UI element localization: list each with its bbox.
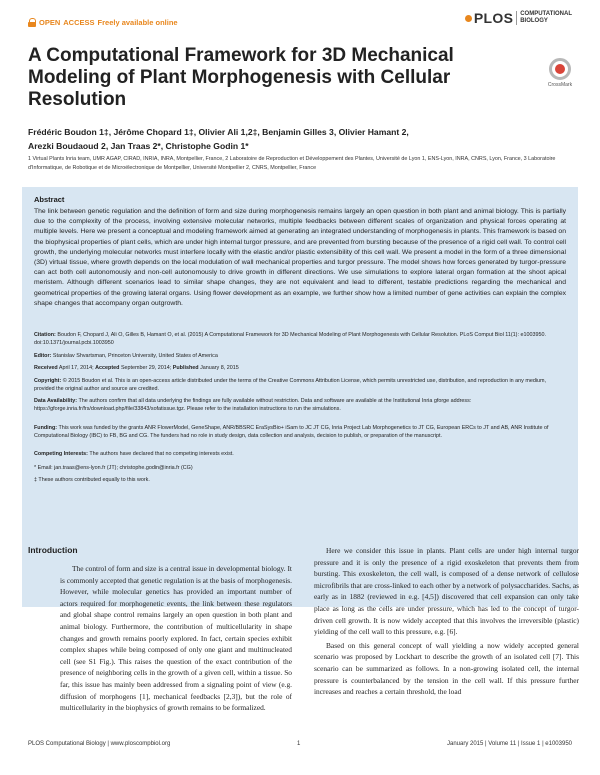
crossmark-label: CrossMark bbox=[547, 82, 573, 88]
footer-issue: January 2015 | Volume 11 | Issue 1 | e1003950 bbox=[447, 741, 572, 747]
copyright bbox=[34, 377, 568, 393]
intro-paragraph-1: The control of form and size is a central issue in developmental biology. It is commonly accepted that genetic regulation is at the basis of morphogenesis. However, while molecular genetics has provided an important number of actors required for morphogenetic events, the link between these regulators and global shape control remains largely an open question in both plant and animal biology. Furthermore, the contribution of multicellularity in shape changes and growth remains poorly explored. In fact, certain species exhibit complex shapes while being composed of only one giant and multinucleated cell (see S1 Fig.). This raises the question of the exact contribution of the presence of neighboring cells in the growth of a given cell, within a tissue. So far, this issue has mainly been addressed from a signaling point of view (e.g. diffusion of morphogens [1], mechanical feedbacks [2,3]), but the role of multicellularity in the biophysics of growth remains to be formalized. bbox=[60, 564, 292, 713]
equal-contribution-note: ‡ These authors contributed equally to this work. bbox=[34, 477, 150, 483]
accepted-label: Accepted bbox=[95, 365, 120, 371]
citation bbox=[34, 331, 568, 347]
journal-name-line2: BIOLOGY bbox=[520, 18, 548, 24]
intro-paragraph-2: Here we consider this issue in plants. Plant cells are under high internal turgor pressure and it is only the presence of a rigid exoskeleton that prevents them from bursting. This exoskeleton, the cell wall, is composed of a dense network of cellulose microfibrils that are cross-linked to each other by a network of polysaccharides. Sachs, as early as in 1882 (reviewed in e.g. [4,5]) discovered that cell expansion can only take place as long as the cells are under pressure, which has led to the concept of turgor-driven cell growth. It is now widely accepted that this involves the irreversible (plastic) yielding of the cell wall to this pressure, e.g. [6]. bbox=[314, 546, 579, 637]
abstract-text: The link between genetic regulation and the definition of form and size during morphogenesis remains largely an open question in both plant and animal biology. This is partially due to the complexity of the process, involving extensive molecular networks, multiple feedbacks between different scales of organization and physical forces operating at multiple levels. Here we present a conceptual and modeling framework aimed at generating an integrated understanding of morphogenesis in plants. This framework is based on the biophysical properties of plant cells, which are under high internal turgor pressure, and are prevented from bursting because of the presence of a rigid cell wall. To control cell growth, the underlying molecular networks must interfere locally with the elastic and/or plastic extensibility of this cell wall. We present a model in the form of a three dimensional (3D) virtual tissue, where growth depends on the local modulation of wall mechanical properties and turgor pressure. The model shows how forces generated by turgor-pressure can act both cell autonomously and non-cell autonomously to drive growth in different directions. We use simulations to explore lateral organ formation at the shoot apical meristem. Although different scenarios lead to similar shape changes, they are not equivalent and lead to different, testable predictions regarding the mechanical and geometrical properties of the growing lateral organs. Using flower development as an example, we further show how a limited number of gene activities can explain the complex shape changes that accompany organ outgrowth. bbox=[34, 208, 566, 307]
funding bbox=[34, 424, 568, 440]
plos-logo bbox=[465, 10, 513, 26]
funding-label: Funding: bbox=[34, 425, 58, 431]
editor bbox=[34, 352, 568, 360]
citation-label: Citation: bbox=[34, 332, 56, 338]
article-title: A Computational Framework for 3D Mechanical Modeling of Plant Morphogenesis with Cellular Resolution bbox=[28, 45, 454, 110]
access-label: ACCESS bbox=[63, 18, 95, 27]
corresponding-email: * Email: jan.traas@ens-lyon.fr (JT); christophe.godin@inria.fr (CG) bbox=[34, 465, 193, 471]
copyright-label: Copyright: bbox=[34, 378, 62, 384]
copyright-text: © 2015 Boudon et al. This is an open-access article distributed under the terms of the Creative Commons Attribution License, which permits unrestricted use, distribution, and reproduction in any medium, provided the original author and source are credited. bbox=[34, 378, 547, 393]
editor-label: Editor: bbox=[34, 353, 52, 359]
plos-wordmark: PLOS bbox=[473, 10, 514, 26]
open-access-label: OPEN bbox=[39, 18, 61, 27]
page-number: 1 bbox=[297, 741, 301, 747]
body-column-right bbox=[314, 545, 579, 698]
received-date: April 17, 2014; bbox=[58, 365, 94, 371]
crossmark-icon bbox=[549, 58, 571, 80]
received-label: Received bbox=[34, 365, 58, 371]
affiliations: 1 Virtual Plants Inria team, UMR AGAP, CIRAD, INRIA, INRA, Montpellier, France, 2 Laboratoire de Reproduction et Développement des Plantes, Université de Lyon 1, ENS-Lyon, INRA, CNRS, Lyon, France, 3 Laboratoire d'Informatique, de Robotique et de Microélectronique de Montpellier, Université Montpellier 2, CNRS, Montpellier, France bbox=[28, 156, 556, 171]
footer-journal: PLOS Computational Biology | www.ploscompbiol.org bbox=[28, 741, 171, 747]
authors-line-1: Frédéric Boudon 1‡, Jérôme Chopard 1‡, Olivier Ali 1,2‡, Benjamin Gilles 3, Olivier Hamant 2, bbox=[28, 127, 409, 137]
authors-line-2: Arezki Boudaoud 2, Jan Traas 2*, Christophe Godin 1* bbox=[28, 141, 249, 151]
open-access-lock-icon bbox=[28, 18, 36, 27]
published-date: January 8, 2015 bbox=[200, 365, 239, 371]
citation-text: Boudon F, Chopard J, Ali O, Gilles B, Hamant O, et al. (2015) A Computational Framework for 3D Mechanical Modeling of Plant Morphogenesis with Cellular Resolution. PLoS Comput Biol 11(1): e1003950. doi:10.1371/journal.pcbi.1003950 bbox=[34, 332, 546, 347]
competing-interests bbox=[34, 450, 568, 458]
competing-text: The authors have declared that no competing interests exist. bbox=[89, 451, 234, 457]
author-list bbox=[28, 125, 568, 153]
funding-text: This work was funded by the grants ANR FlowerModel, GeneShape, ANR/BBSRC EraSysBio+ iSam to JC JT CG, Inria Project Lab Morphogenetics to JT CG, European ERCs to JT and AB, ANR Institute of Computational Biology (IBC) to FB, BG and CG. The funders had no role in study design, data collection and analysis, decision to publish, or preparation of the manuscript. bbox=[34, 425, 549, 440]
dates bbox=[34, 364, 568, 372]
plos-dot-icon bbox=[465, 15, 472, 22]
journal-name-line1: COMPUTATIONAL bbox=[520, 11, 572, 17]
crossmark-badge[interactable] bbox=[543, 58, 577, 88]
abstract-heading: Abstract bbox=[34, 195, 65, 204]
journal-logo bbox=[465, 10, 572, 26]
body-column-left bbox=[60, 563, 292, 714]
open-access-badge bbox=[28, 18, 178, 27]
journal-name bbox=[516, 11, 572, 25]
data-availability-label: Data Availability: bbox=[34, 398, 78, 404]
competing-label: Competing Interests: bbox=[34, 451, 88, 457]
published-label: Published bbox=[172, 365, 199, 371]
data-availability bbox=[34, 397, 568, 413]
introduction-heading: Introduction bbox=[28, 545, 78, 555]
accepted-date: September 29, 2014; bbox=[120, 365, 172, 371]
freely-available-label: Freely available online bbox=[97, 18, 178, 27]
editor-text: Stanislav Shvartsman, Princeton University, United States of America bbox=[52, 353, 218, 359]
data-availability-text: The authors confirm that all data underlying the findings are fully available without restriction. Data and software are available at the Institutional Inria gforge address: https://gforge.inria.fr/frs/download.php/file/33843/sofatissue.tgz. Please refer to the installation instructions to run the simulations. bbox=[34, 398, 472, 413]
intro-paragraph-3: Based on this general concept of wall yielding a now widely accepted general scenario was proposed by Lockhart to describe the growth of an isolated cell [7]. This scenario can be summarized as follows. In a non-growing isolated cell, the internal pressure is counterbalanced by the tension in the cell wall. If this pressure further increases and reaches a certain threshold, the load bbox=[314, 640, 579, 697]
